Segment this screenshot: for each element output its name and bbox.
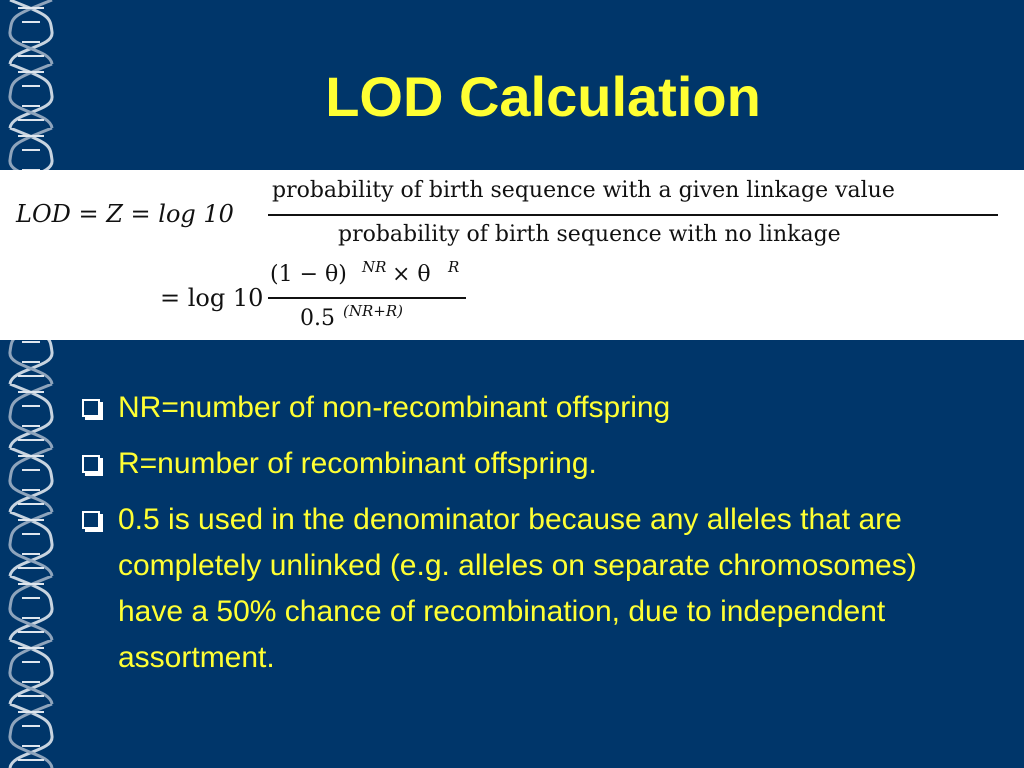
bullet-text: NR=number of non-recombinant offspring xyxy=(118,391,671,424)
formula-line2-numerator-mid: × θ xyxy=(392,262,431,287)
formula-line2-denominator-exp: (NR+R) xyxy=(343,302,403,320)
dna-helix-graphic xyxy=(0,0,62,768)
bullet-item xyxy=(78,441,978,487)
formula-line1-numerator: probability of birth sequence with a given linkage value xyxy=(272,178,895,203)
checkbox-bullet-icon xyxy=(82,511,100,529)
formula-line2-denominator-base: 0.5 xyxy=(300,306,335,331)
slide-title: LOD Calculation xyxy=(325,65,761,128)
formula-line2-numerator-exp2: R xyxy=(448,258,460,276)
lod-formula xyxy=(0,170,1024,340)
formula-line2-numerator-base: (1 − θ) xyxy=(270,262,347,287)
checkbox-bullet-icon xyxy=(82,399,100,417)
formula-line1-denominator: probability of birth sequence with no linkage xyxy=(338,222,841,247)
dna-helix-decoration xyxy=(0,0,62,768)
formula-line2-numerator-exp1: NR xyxy=(362,258,387,276)
formula-line2-fraction-bar xyxy=(268,297,466,299)
bullet-text: 0.5 is used in the denominator because any alleles that are completely unlinked (e.g. alleles on separate chromosomes) have a 50% chance of recombination, due to independent assortment. xyxy=(118,503,917,674)
bullet-text: R=number of recombinant offspring. xyxy=(118,447,597,480)
formula-line2-lhs: = log 10 xyxy=(160,284,264,312)
bullet-item xyxy=(78,385,978,431)
bullet-item xyxy=(78,497,978,681)
formula-line1-fraction-bar xyxy=(268,214,998,216)
bullet-list xyxy=(78,385,978,691)
formula-line1-lhs: LOD = Z = log 10 xyxy=(16,200,234,228)
checkbox-bullet-icon xyxy=(82,455,100,473)
